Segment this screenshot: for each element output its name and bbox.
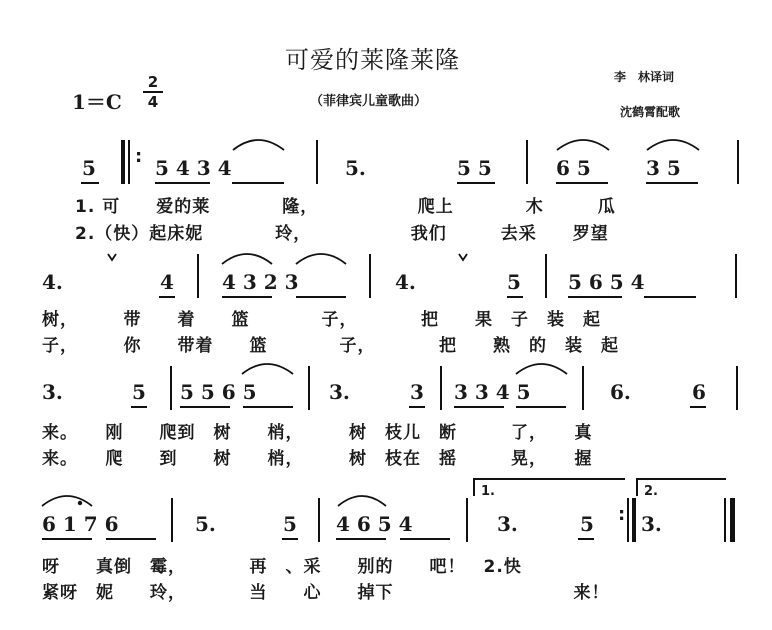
ending-2-label: 2. <box>644 484 658 499</box>
time-signature-top: 2 <box>147 73 159 91</box>
lyricist-credit: 李 林译词 <box>614 70 675 84</box>
measure-notes: 3. <box>497 512 518 536</box>
measure-notes: 5 4 3 4 <box>155 156 232 180</box>
lyric-line: 1. 可 爱的莱 隆， 爬上 木 瓜 <box>75 197 616 217</box>
song-subtitle: （菲律宾儿童歌曲） <box>310 94 428 109</box>
measure-notes: 5 <box>82 156 96 180</box>
time-signature-bottom: 4 <box>147 93 159 111</box>
measure-notes: 5 5 6 5 <box>180 380 257 404</box>
key-signature: 1＝C <box>72 90 122 114</box>
arranger-credit: 沈鹤霄配歌 <box>620 105 681 119</box>
measure-notes: 4 <box>160 270 174 294</box>
measure-notes: 3. <box>329 380 350 404</box>
measure-notes: 5 <box>580 512 594 536</box>
measure-notes: 5 <box>283 512 297 536</box>
lyric-line: 树， 带 着 篮 子， 把 果 子 装 起 <box>42 310 601 330</box>
measure-notes: 3. <box>641 512 662 536</box>
measure-notes: 5 5 <box>457 156 492 180</box>
measure-notes: 6 1 7 6 <box>42 512 119 536</box>
lyric-line: 来。 爬 到 树 梢， 树 枝在 摇 晃， 握 <box>42 449 593 469</box>
measure-notes: 6 <box>692 380 706 404</box>
lyric-line: 子， 你 带着 篮 子， 把 熟 的 装 起 <box>42 336 619 356</box>
measure-notes: 3 5 <box>646 156 681 180</box>
lyric-line: 2.（快）起床妮 玲， 我们 去采 罗望 <box>75 224 609 244</box>
measure-notes: 6. <box>610 380 631 404</box>
measure-notes: 5 6 5 4 <box>568 270 645 294</box>
measure-notes: 5. <box>195 512 216 536</box>
lyric-line: 紧呀 妮 玲， 当 心 掉下 来！ <box>42 583 610 603</box>
repeat-dots: : <box>135 146 143 167</box>
measure-notes: 6 5 <box>556 156 591 180</box>
measure-notes: 3 <box>410 380 424 404</box>
measure-notes: 3 3 4 5 <box>454 380 531 404</box>
song-title: 可爱的莱隆莱隆 <box>285 46 460 74</box>
measure-notes: 4 6 5 4 <box>336 512 413 536</box>
repeat-dots: : <box>618 504 626 525</box>
measure-notes: 4. <box>42 270 63 294</box>
measure-notes: 5. <box>345 156 366 180</box>
lyric-line: 呀 真倒 霉， 再 、采 别的 吧！ 2.快 <box>42 557 522 577</box>
ending-1-label: 1. <box>481 484 495 499</box>
measure-notes: 4 3 2 3 <box>222 270 299 294</box>
measure-notes: 3. <box>42 380 63 404</box>
measure-notes: 4. <box>395 270 416 294</box>
lyric-line: 来。 刚 爬到 树 梢， 树 枝儿 断 了， 真 <box>42 423 593 443</box>
measure-notes: 5 <box>132 380 146 404</box>
measure-notes: 5 <box>507 270 521 294</box>
